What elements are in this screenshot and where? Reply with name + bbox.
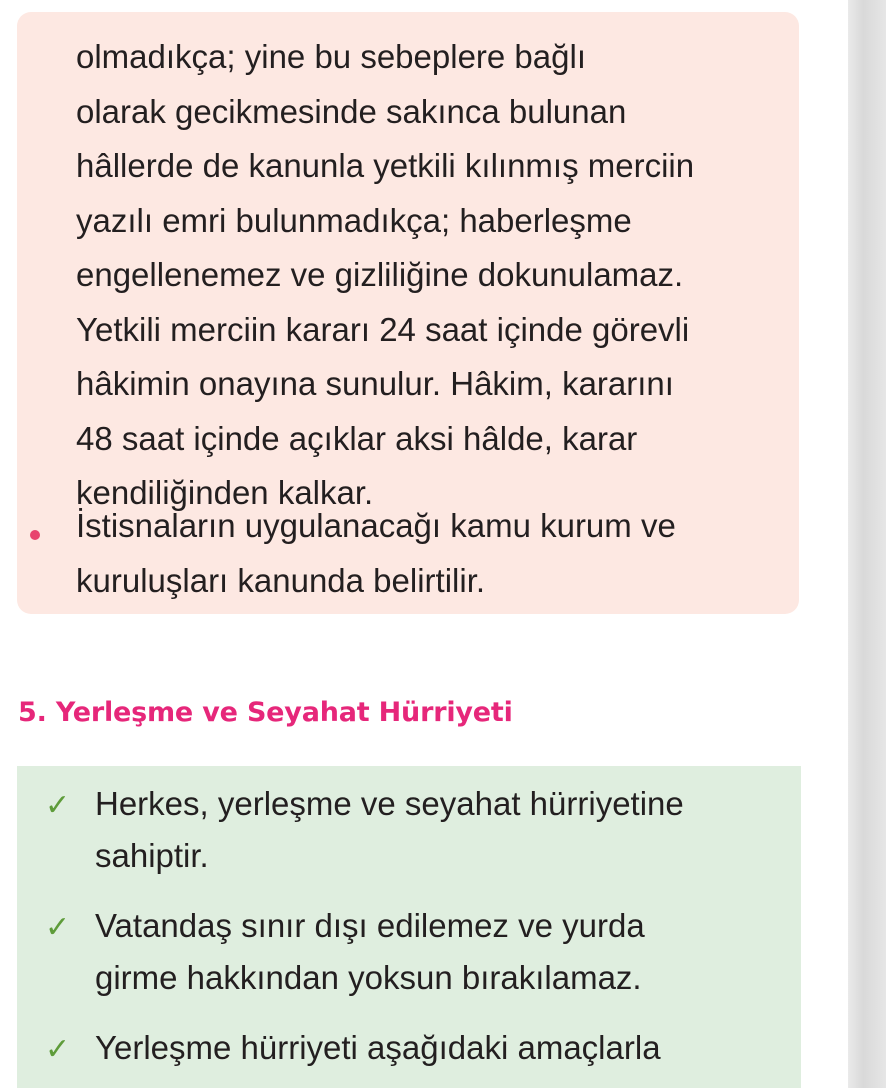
page-edge-shadow (848, 0, 886, 1088)
checklist-box-green (17, 766, 801, 1088)
checklist-item (45, 900, 805, 1010)
checklist-item-text: Vatandaş sınır dışı edilemez ve yurda girme hakkından yoksun bırakılamaz. (95, 907, 645, 996)
bullet-dot-icon (30, 530, 40, 540)
info-paragraph: olmadıkça; yine bu sebeplere bağlı olarak gecikmesinde sakınca bulunan hâllerde de kanunla yetkili kılınmış merciin yazılı emri bulunmadıkça; haberleşme engellenemez ve gizliliğine dokunulamaz. Yetkili merciin kararı 24 saat içinde görevli hâkimin onayına sunulur. Hâkim, kararını 48 saat içinde açıklar aksi hâlde, karar kendiliğinden kalkar. (76, 38, 695, 511)
checklist-item (45, 778, 805, 888)
checklist-item (45, 1022, 805, 1082)
checkmark-icon: ✓ (45, 910, 71, 945)
checklist-item-text: Herkes, yerleşme ve seyahat hürriyetine sahiptir. (95, 785, 684, 874)
info-bullet-item: İstisnaların uygulanacağı kamu kurum ve kuruluşları kanunda belirtilir. (76, 507, 676, 599)
checklist-item-text: Yerleşme hürriyeti aşağıdaki amaçlarla (95, 1029, 661, 1066)
checkmark-icon: ✓ (45, 1032, 71, 1067)
section-heading: 5. Yerleşme ve Seyahat Hürriyeti (18, 697, 513, 728)
checkmark-icon: ✓ (45, 788, 71, 823)
